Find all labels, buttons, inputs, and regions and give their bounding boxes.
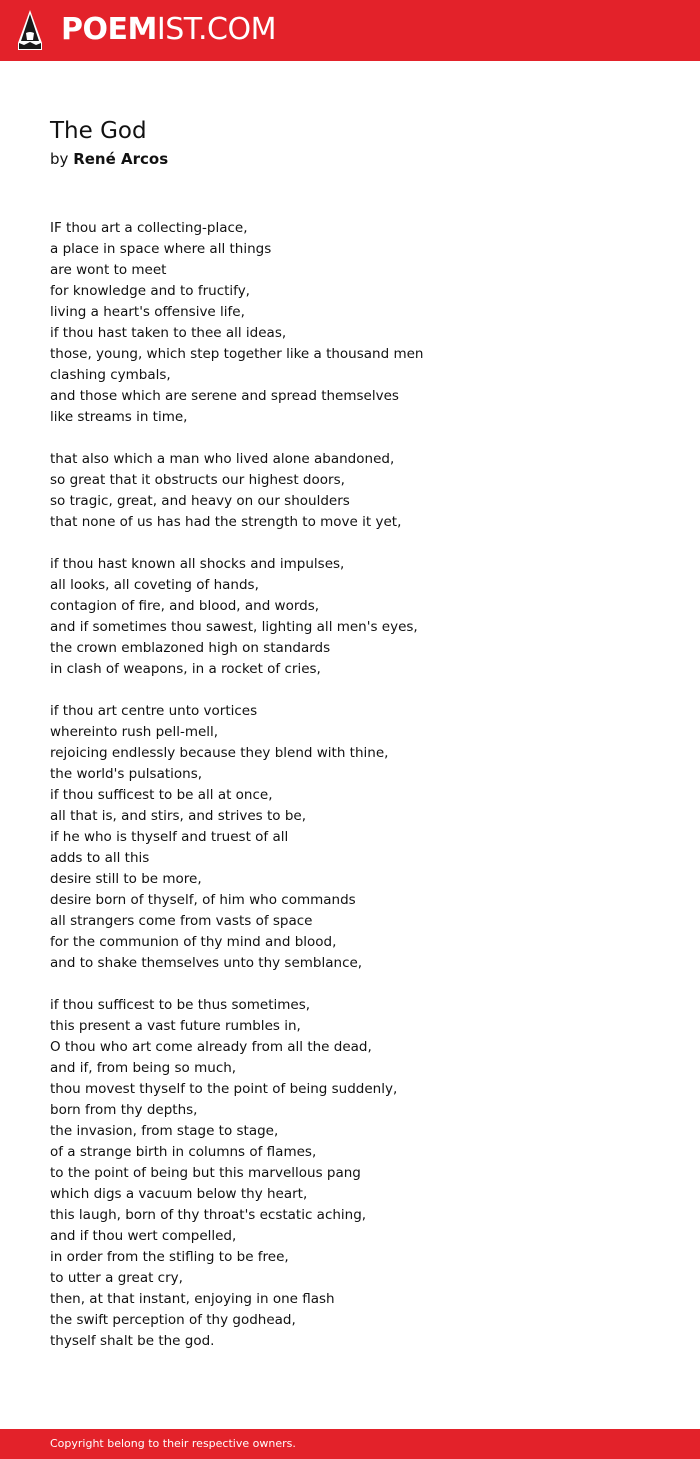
poem-line: if thou sufficest to be all at once, [50,787,273,803]
poem-body [50,218,670,1373]
poem-line: and those which are serene and spread themselves [50,388,399,404]
poem-stanza [50,449,670,533]
poem-line: all looks, all coveting of hands, [50,577,259,593]
poem-stanza [50,701,670,974]
poem-line: if he who is thyself and truest of all [50,829,289,845]
poem-line: this present a vast future rumbles in, [50,1018,301,1034]
poem-line: rejoicing endlessly because they blend with thine, [50,745,389,761]
poem-line: which digs a vacuum below thy heart, [50,1186,308,1202]
logo-light-text: IST.COM [156,12,276,47]
poem-line: contagion of fire, and blood, and words, [50,598,320,614]
poem-line: for knowledge and to fructify, [50,283,250,299]
poem-line: for the communion of thy mind and blood, [50,934,337,950]
poem-line: clashing cymbals, [50,367,171,383]
poem-line: in order from the stifling to be free, [50,1249,289,1265]
poem-line: living a heart's offensive life, [50,304,245,320]
poem-line: desire still to be more, [50,871,202,887]
poem-line: to utter a great cry, [50,1270,183,1286]
poem-author: René Arcos [73,150,169,168]
poem-line: IF thou art a collecting-place, [50,220,248,236]
poem-stanza [50,995,670,1352]
poem-line: the world's pulsations, [50,766,203,782]
poem-stanza [50,218,670,428]
poem-line: all that is, and stirs, and strives to be, [50,808,307,824]
poem-line: so tragic, great, and heavy on our shoulders [50,493,350,509]
poem-line: then, at that instant, enjoying in one flash [50,1291,335,1307]
copyright-text: Copyright belong to their respective owners. [50,1437,296,1450]
poem-line: a place in space where all things [50,241,272,257]
poem-line: that none of us has had the strength to move it yet, [50,514,402,530]
site-header [0,0,700,61]
logo-bold-text: POEM [61,12,157,47]
poem-line: and if sometimes thou sawest, lighting all men's eyes, [50,619,418,635]
poem-line: like streams in time, [50,409,188,425]
poem-line: O thou who art come already from all the dead, [50,1039,372,1055]
poem-line: and if thou wert compelled, [50,1228,237,1244]
poem-line: whereinto rush pell-mell, [50,724,219,740]
poem-line: if thou hast taken to thee all ideas, [50,325,287,341]
pen-nib-icon[interactable] [17,9,43,51]
poem-byline [50,148,168,170]
poem-line: that also which a man who lived alone abandoned, [50,451,395,467]
site-footer [0,1429,700,1459]
poem-line: if thou art centre unto vortices [50,703,258,719]
poem-line: if thou hast known all shocks and impulses, [50,556,345,572]
poem-title: The God [50,118,147,144]
by-label: by [50,150,69,168]
poem-line: are wont to meet [50,262,167,278]
poem-line: this laugh, born of thy throat's ecstatic aching, [50,1207,367,1223]
poem-line: the invasion, from stage to stage, [50,1123,279,1139]
poem-line: adds to all this [50,850,150,866]
poem-line: if thou sufficest to be thus sometimes, [50,997,311,1013]
poem-line: and to shake themselves unto thy semblance, [50,955,363,971]
poem-line: all strangers come from vasts of space [50,913,313,929]
poem-line: born from thy depths, [50,1102,198,1118]
poem-line: thyself shalt be the god. [50,1333,215,1349]
site-logo[interactable] [61,12,276,48]
poem-line: those, young, which step together like a thousand men [50,346,424,362]
poem-line: of a strange birth in columns of flames, [50,1144,317,1160]
poem-line: and if, from being so much, [50,1060,237,1076]
poem-line: the swift perception of thy godhead, [50,1312,296,1328]
poem-line: thou movest thyself to the point of being suddenly, [50,1081,398,1097]
poem-line: the crown emblazoned high on standards [50,640,331,656]
poem-line: so great that it obstructs our highest doors, [50,472,345,488]
poem-stanza [50,554,670,680]
poem-line: to the point of being but this marvellous pang [50,1165,361,1181]
poem-line: desire born of thyself, of him who commands [50,892,356,908]
poem-line: in clash of weapons, in a rocket of cries, [50,661,321,677]
